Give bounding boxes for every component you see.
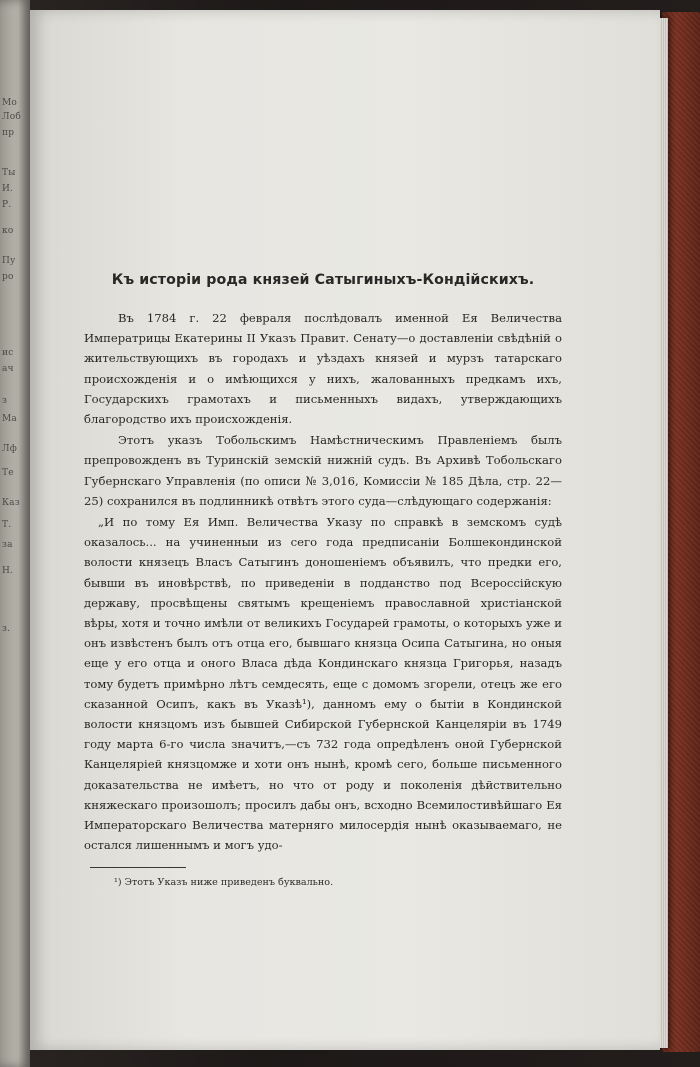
left-page-fragment: И. <box>2 184 14 194</box>
left-page-fragment: пр <box>2 128 15 138</box>
left-page-fragment: Ма <box>2 414 17 424</box>
left-page-fragment: ис <box>2 348 14 358</box>
left-page-fragment: Те <box>2 468 14 478</box>
left-page-fragment: з. <box>2 624 11 634</box>
left-page-fragment: Каз <box>2 498 20 508</box>
left-facing-page <box>0 0 30 1067</box>
footnote: ¹) Этотъ Указъ ниже приведенъ буквально. <box>114 877 334 889</box>
left-page-fragment: Лоб <box>2 112 21 122</box>
left-page-fragment: Ты <box>2 168 16 178</box>
left-page-fragment: з <box>2 396 8 406</box>
paragraph-3-quote: „И по тому Ея Имп. Величества Указу по справкѣ в земскомъ судѣ оказалось... на учиненныи из сего года предписаніи Болшекондинской волости князецъ Власъ Сатыгинъ доношеніемъ объявилъ, что предки его, бывши въ иновѣрствѣ, по приведеніи в подданство под Всероссійскую державу, просвѣщены святымъ крещеніемъ православной христіанской вѣры, хотя и точно имѣли от великихъ Государей грамоты, о которыхъ уже и онъ извѣстенъ былъ отъ отца его, бывшаго князца Осипа Сатыгина, но оныя еще у его отца и оного Власа дѣда Кондинскаго князца Григорья, назадъ тому будетъ примѣрно лѣтъ семдесять, еще с домомъ згорели, отецъ же его сказанной Осипъ, какъ въ Указѣ¹), данномъ ему о бытіи в Кондинской волости князцомъ изъ бывшей Сибирской Губернской Канцеляріи въ 1749 году марта 6-го числа значитъ,—съ 732 года опредѣленъ оной Губернской Канцеляріей князцомже и хоти онъ нынѣ, кромѣ сего, больше письменного доказательства не имѣетъ, но что от роду и поколенія дѣйствительно княжескаго произошолъ; просилъ дабы онъ, всходно Всемилостивѣйшаго Ея Императорскаго Величества матерняго милосердія нынѣ оказываемаго, не остался лишеннымъ и могъ удо- <box>84 515 562 853</box>
right-page <box>30 10 660 1050</box>
left-page-fragment: Р. <box>2 200 12 210</box>
left-page-fragment: Лф <box>2 444 17 454</box>
footnote-divider <box>90 867 186 868</box>
left-page-fragment: Н. <box>2 566 14 576</box>
left-page-fragment: ко <box>2 226 14 236</box>
paragraph-2: Этотъ указъ Тобольскимъ Намѣстническимъ Правленіемъ былъ препровожденъ въ Туринскій земскій нижній судъ. Въ Архивѣ Тобольскаго Губернскаго Управленія (по описи № 3,016, Комиссіи № 185 Дѣла, стр. 22—25) сохранился въ подлинникѣ отвѣтъ этого суда—слѣдующаго содержанія: <box>84 433 562 508</box>
left-page-fragment: ро <box>2 272 14 282</box>
page-content <box>84 272 562 890</box>
paragraph-1: Въ 1784 г. 22 февраля послѣдовалъ именной Ея Величества Императрицы Екатерины II Указъ Правит. Сенату—о доставленіи свѣдѣній о жительствующихъ въ городахъ и уѣздахъ князей и мурзъ татарскаго происхожденія и о имѣющихся у нихъ, жалованныхъ предкамъ ихъ, Государскихъ грамотахъ и письменныхъ видахъ, утверждающихъ благородство ихъ происхожденія. <box>84 311 562 427</box>
left-page-fragment: за <box>2 540 13 550</box>
article-title: Къ исторіи рода князей Сатыгиныхъ-Кондійскихъ. <box>111 272 535 288</box>
left-page-fragment: Пу <box>2 256 16 266</box>
left-page-fragment: Мо <box>2 98 18 108</box>
left-page-fragment: Т. <box>2 520 12 530</box>
left-page-fragment: ач <box>2 364 14 374</box>
